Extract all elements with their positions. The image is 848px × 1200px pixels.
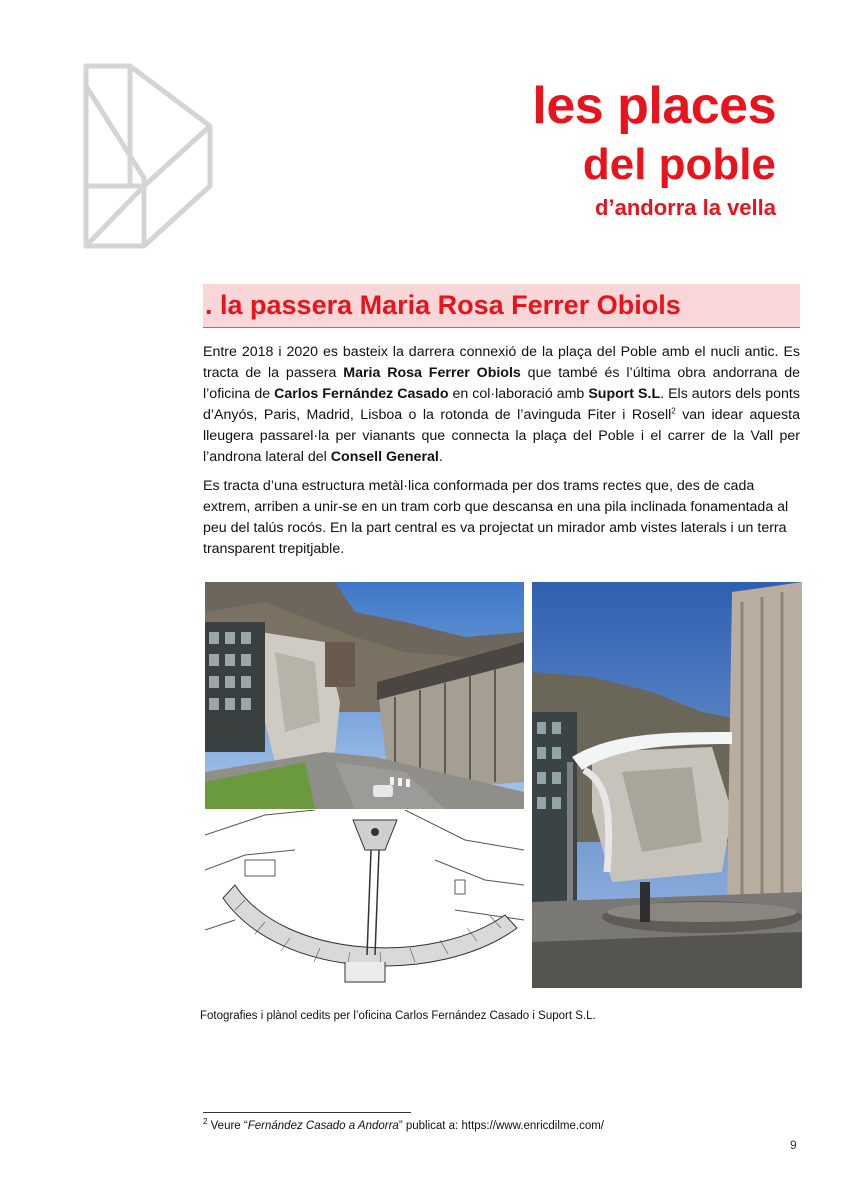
footnote-number: 2 [203, 1117, 208, 1127]
paragraph-1 [203, 342, 800, 468]
para1-text-5: van idear aquesta lleugera passarel·la per vianants que connecta la plaça del Poble i el carrer de la Vall per l’androna lateral del [203, 407, 800, 465]
paragraph-2: Es tracta d’una estructura metàl·lica conformada per dos trams rectes que, des de cada extrem, arriben a unir-se en un tram corb que descansa en una pila inclinada fonamentada al peu del talús rocós. En la part central es va projectat un mirador amb vistes laterals i un terra transparent trepitjable. [203, 478, 789, 557]
title-line-2: del poble [582, 140, 776, 189]
photo-footbridge-image [532, 582, 802, 988]
section-heading: . la passera Maria Rosa Ferrer Obiols [203, 284, 800, 328]
footnote-ref[interactable]: 2 [671, 406, 676, 416]
para1-text-4: . Els autors dels ponts d’Anyós, Paris, Madrid, Lisboa o la rotonda de l’avinguda Fiter i Rosell [203, 386, 800, 423]
photo-street-view-image [205, 582, 524, 809]
photo-footbridge [532, 582, 802, 988]
para1-text-2: que també és l’última obra andorrana de l’oficina de [203, 365, 801, 402]
image-caption: Fotografies i plànol cedits per l’oficina Carlos Fernández Casado i Suport S.L. [200, 1010, 596, 1022]
para1-text-6: . [438, 449, 443, 465]
para1-text-1: Entre 2018 i 2020 es basteix la darrera connexió de la plaça del Poble amb el nucli antic. Es tracta de la passera [203, 344, 800, 381]
logo-icon [82, 62, 214, 250]
page-number: 9 [790, 1138, 797, 1152]
footnote-prefix: Veure “ [207, 1120, 248, 1132]
title-line-3: d’andorra la vella [595, 195, 776, 220]
plan-drawing-image [205, 810, 524, 988]
plan-drawing [205, 810, 524, 988]
footnote-divider [203, 1112, 411, 1113]
photo-street-view [205, 582, 524, 809]
para1-bold-carlos: Carlos Fernández Casado [274, 386, 449, 402]
footnote-title: Fernández Casado a Andorra [247, 1120, 399, 1132]
footnote [203, 1117, 604, 1132]
para1-bold-suport: Suport S.L [588, 386, 661, 402]
footnote-link[interactable]: ” publicat a: https://www.enricdilme.com/ [398, 1120, 604, 1132]
page-title [532, 78, 776, 222]
para1-bold-maria-rosa: Maria Rosa Ferrer Obiols [343, 365, 521, 381]
para1-text-3: en col·laboració amb [448, 386, 589, 402]
para1-bold-consell: Consell General [330, 449, 439, 465]
title-line-1: les places [532, 77, 776, 135]
